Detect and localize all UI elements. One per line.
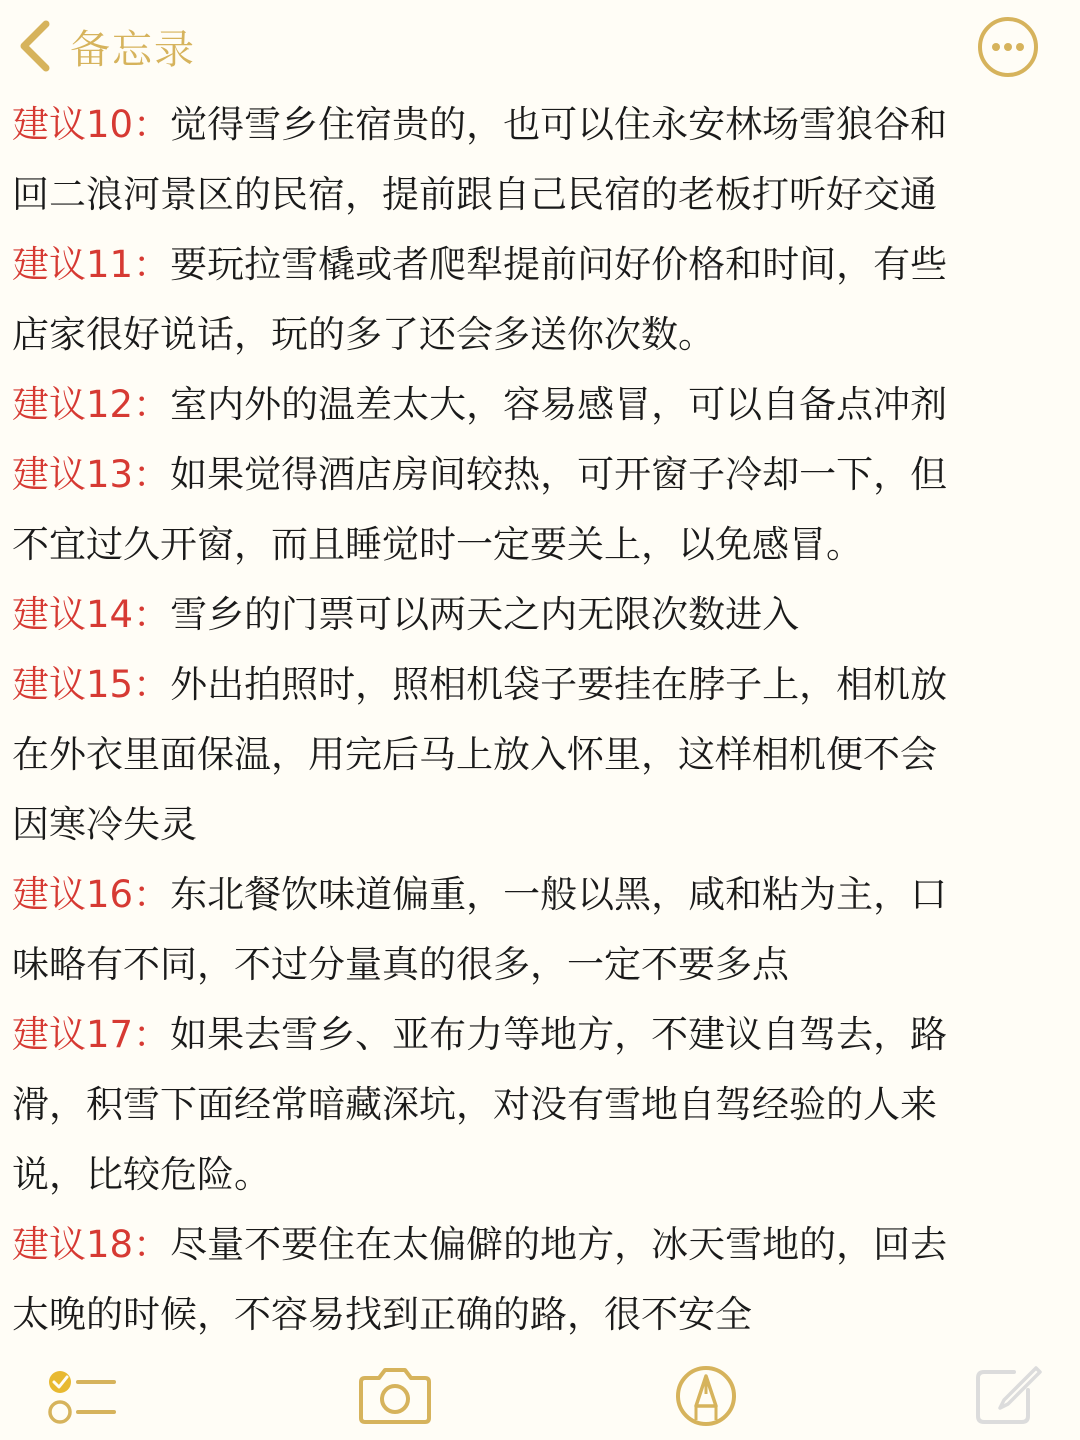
tip-line: 因寒冷失灵 — [12, 803, 197, 846]
tip-title: 建议18： — [12, 1223, 171, 1266]
tip-block — [12, 860, 1072, 1000]
back-label: 备忘录 — [70, 26, 196, 73]
tip-block — [12, 580, 1072, 650]
bottom-toolbar — [0, 1350, 1080, 1440]
tip-text: 如果去雪乡、亚布力等地方，不建议自驾去，路 — [170, 1013, 948, 1056]
tip-block — [12, 440, 1072, 580]
note-body[interactable] — [12, 90, 1072, 1340]
camera-icon — [355, 1364, 435, 1428]
tip-line — [12, 1210, 1072, 1280]
navigation-bar — [0, 0, 1080, 92]
tip-text: 东北餐饮味道偏重，一般以黑，咸和粘为主，口 — [170, 873, 948, 916]
tip-block — [12, 1000, 1072, 1210]
tip-line — [12, 370, 1072, 440]
tip-line: 说，比较危险。 — [12, 1153, 271, 1196]
pen-tip-icon — [666, 1364, 746, 1428]
tip-line — [12, 860, 1072, 930]
tip-text: 尽量不要住在太偏僻的地方，冰天雪地的，回去 — [170, 1223, 948, 1266]
ellipsis-circle-icon — [976, 15, 1040, 79]
back-button[interactable] — [14, 14, 196, 78]
tip-line: 回二浪河景区的民宿，提前跟自己民宿的老板打听好交通 — [12, 173, 937, 216]
tip-line — [12, 650, 1072, 720]
tip-line: 店家很好说话，玩的多了还会多送你次数。 — [12, 313, 715, 356]
markup-button[interactable] — [666, 1364, 746, 1428]
tip-line: 滑，积雪下面经常暗藏深坑，对没有雪地自驾经验的人来 — [12, 1083, 937, 1126]
tip-title: 建议11： — [12, 243, 171, 286]
tip-text: 雪乡的门票可以两天之内无限次数进入 — [170, 593, 800, 636]
tip-text: 外出拍照时，照相机袋子要挂在脖子上，相机放 — [170, 663, 948, 706]
tip-text: 室内外的温差太大，容易感冒，可以自备点冲剂 — [170, 383, 948, 426]
tip-line — [12, 90, 1072, 160]
more-button[interactable] — [976, 15, 1040, 79]
tip-title: 建议17： — [12, 1013, 171, 1056]
chevron-left-icon — [14, 20, 56, 72]
tip-line: 太晚的时候，不容易找到正确的路，很不安全 — [12, 1293, 752, 1336]
tip-line — [12, 440, 1072, 510]
compose-button[interactable] — [970, 1364, 1050, 1428]
tip-block — [12, 650, 1072, 860]
tip-line — [12, 580, 1072, 650]
checklist-icon — [44, 1364, 124, 1428]
tip-title: 建议15： — [12, 663, 171, 706]
tip-title: 建议13： — [12, 453, 171, 496]
tip-text: 觉得雪乡住宿贵的，也可以住永安林场雪狼谷和 — [170, 103, 948, 146]
camera-button[interactable] — [355, 1364, 435, 1428]
tip-title: 建议14： — [12, 593, 171, 636]
tip-line — [12, 230, 1072, 300]
tip-block — [12, 1210, 1072, 1350]
checklist-button[interactable] — [44, 1364, 124, 1428]
tip-line: 在外衣里面保温，用完后马上放入怀里，这样相机便不会 — [12, 733, 937, 776]
tip-block — [12, 230, 1072, 370]
tip-line: 味略有不同，不过分量真的很多，一定不要多点 — [12, 943, 789, 986]
tip-text: 如果觉得酒店房间较热，可开窗子冷却一下，但 — [170, 453, 948, 496]
tip-title: 建议16： — [12, 873, 171, 916]
tip-block — [12, 370, 1072, 440]
tip-text: 要玩拉雪橇或者爬犁提前问好价格和时间，有些 — [170, 243, 948, 286]
tip-title: 建议12： — [12, 383, 171, 426]
tip-title: 建议10： — [12, 103, 171, 146]
tip-line — [12, 1000, 1072, 1070]
tip-line: 不宜过久开窗，而且睡觉时一定要关上，以免感冒。 — [12, 523, 863, 566]
compose-icon — [970, 1364, 1050, 1428]
tip-block — [12, 90, 1072, 230]
